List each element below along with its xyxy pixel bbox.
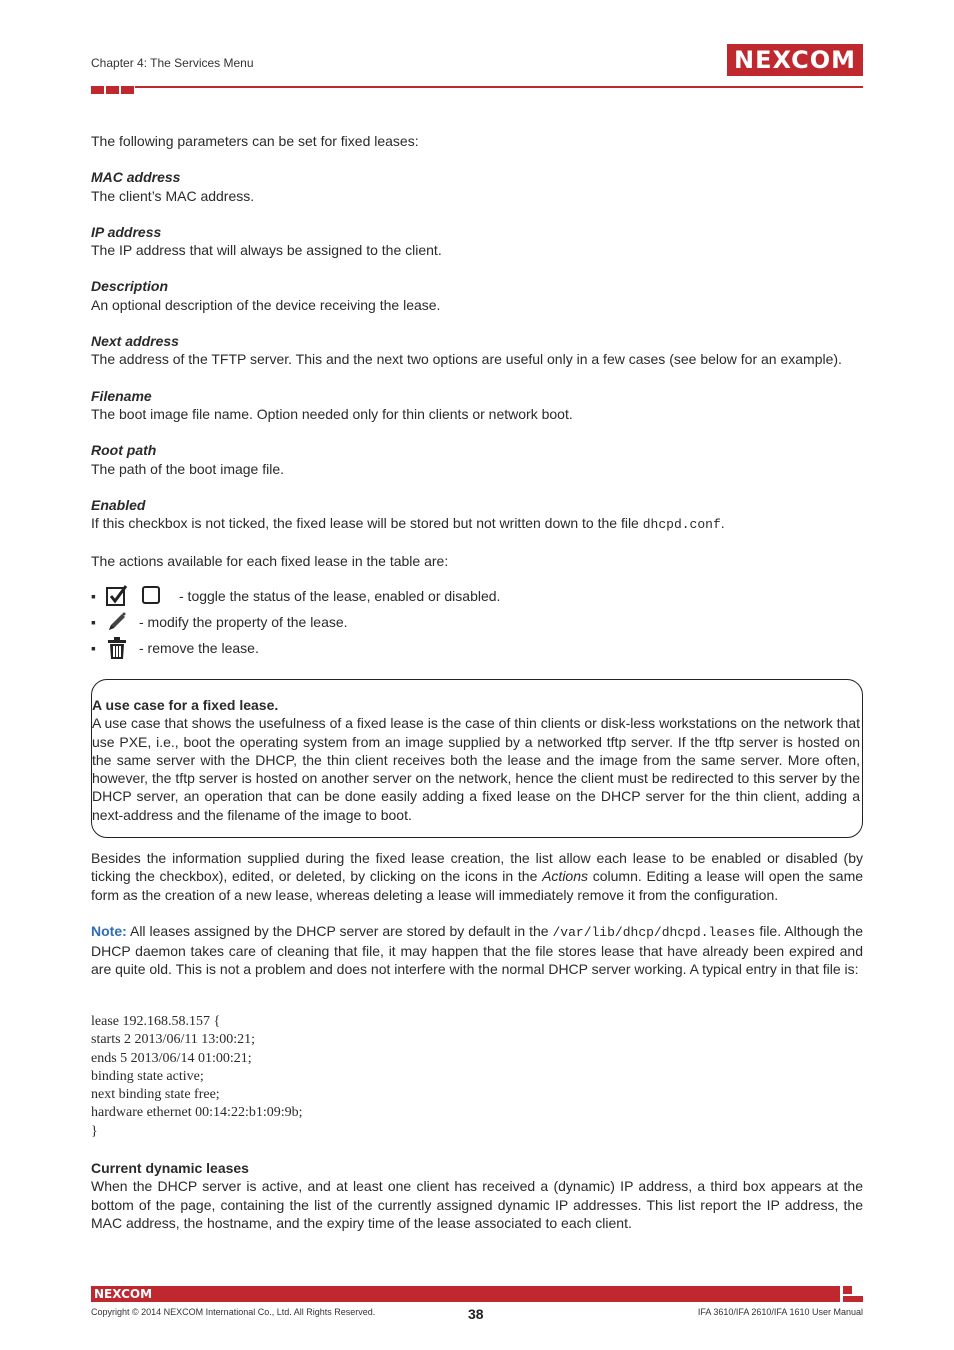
page-number: 38 bbox=[468, 1306, 484, 1322]
param-term: IP address bbox=[91, 223, 162, 240]
copyright-text: Copyright © 2014 NEXCOM International Co., Ltd. All Rights Reserved. bbox=[91, 1307, 376, 1317]
checkbox-checked-icon bbox=[105, 584, 129, 608]
dynamic-title: Current dynamic leases bbox=[91, 1160, 249, 1176]
footer-bar bbox=[91, 1286, 840, 1302]
code-line: ends 5 2013/06/14 01:00:21; bbox=[91, 1050, 252, 1066]
usecase-body: A use case that shows the usefulness of a fixed lease is the case of thin clients or disk-less workstations on the network that use PXE, i.e., boot the operating system from an image supplied by a networked tftp server. If the tftp server is hosted on the same server with the DHCP, the thin client receives both the lease and the image from the same server. More often, however, the tftp server is hosted on another server on the network, hence the client must be redirected to this server by the DHCP server, an operation that can be done easily adding a fixed lease on the DHCP server for the thin client, adding a next-address and the filename of the image to boot. bbox=[92, 715, 860, 823]
file-name-code: dhcpd.conf bbox=[642, 517, 721, 533]
footer-square bbox=[843, 1296, 863, 1302]
code-line: binding state active; bbox=[91, 1068, 204, 1084]
chapter-header: Chapter 4: The Services Menu bbox=[91, 56, 254, 70]
param-mac-address bbox=[91, 168, 863, 205]
param-term: MAC address bbox=[91, 169, 181, 186]
param-term: Description bbox=[91, 278, 169, 295]
bullet-marker: ▪ bbox=[91, 613, 96, 630]
param-enabled bbox=[91, 496, 863, 535]
param-ip-address bbox=[91, 223, 863, 260]
manual-title: IFA 3610/IFA 2610/IFA 1610 User Manual bbox=[697, 1307, 863, 1317]
actions-intro: The actions available for each fixed lease in the table are: bbox=[91, 553, 449, 570]
pencil-icon bbox=[105, 610, 129, 634]
header-square bbox=[91, 86, 104, 94]
checkbox-empty-icon bbox=[139, 584, 163, 608]
action-toggle-item bbox=[91, 583, 863, 609]
besides-text: Besides the information supplied during the fixed lease creation, the list allow each lease to be enabled or disabled (by ticking the checkbox), edited, or deleted, by clicking on the icons in the bbox=[91, 850, 863, 885]
param-root-path bbox=[91, 441, 863, 478]
enabled-desc-end: . bbox=[720, 515, 725, 532]
param-term: Filename bbox=[91, 387, 152, 404]
code-line: starts 2 2013/06/11 13:00:21; bbox=[91, 1032, 255, 1048]
param-desc bbox=[91, 514, 863, 534]
action-modify-item bbox=[91, 609, 863, 635]
param-desc: An optional description of the device receiving the lease. bbox=[91, 296, 441, 313]
header-square bbox=[106, 86, 119, 94]
nexcom-logo bbox=[727, 44, 863, 76]
bullet-marker: ▪ bbox=[91, 587, 96, 604]
param-desc: The client’s MAC address. bbox=[91, 187, 255, 204]
besides-text-end: column. Editing a lease will open the same form as the creation of a new lease, whereas deleting a lease will immediately remove it from the configuration. bbox=[91, 868, 864, 903]
note-text-end: file. Although the DHCP daemon takes care of cleaning that file, it may happen that the file stores lease that have already been expired and are quite old. This is not a problem and does not interfere with the normal DHCP server working. A typical entry in that file is: bbox=[91, 922, 863, 978]
bullet-marker: ▪ bbox=[91, 639, 96, 656]
param-term: Enabled bbox=[91, 496, 146, 513]
footer-square bbox=[843, 1286, 852, 1294]
param-description bbox=[91, 277, 863, 314]
dynamic-body: When the DHCP server is active, and at least one client has received a (dynamic) IP address, a third box appears at the bottom of the page, containing the list of the currently assigned dynamic IP addresses. This list report the IP address, the MAC address, the hostname, and the expiry time of the lease associated to each client. bbox=[91, 1178, 863, 1231]
trash-icon bbox=[105, 636, 129, 660]
leases-path-code: /var/lib/dhcp/dhcpd.leases bbox=[552, 924, 756, 940]
usecase-title: A use case for a fixed lease. bbox=[92, 697, 279, 713]
code-line: lease 192.168.58.157 { bbox=[91, 1014, 221, 1029]
logo-text: NEXCOM bbox=[733, 46, 857, 74]
lower-content bbox=[91, 849, 863, 997]
header-rule bbox=[91, 86, 863, 94]
header-square bbox=[121, 86, 134, 94]
main-content bbox=[91, 132, 863, 661]
actions-italic: Actions bbox=[542, 868, 589, 885]
lease-code-block bbox=[91, 1013, 303, 1141]
param-desc: The boot image file name. Option needed only for thin clients or network boot. bbox=[91, 405, 573, 422]
besides-paragraph bbox=[91, 849, 863, 904]
note-label: Note: bbox=[91, 922, 127, 939]
enabled-desc-text: If this checkbox is not ticked, the fixed lease will be stored but not written down to the file bbox=[91, 515, 639, 532]
param-desc: The IP address that will always be assigned to the client. bbox=[91, 242, 442, 259]
code-line: hardware ethernet 00:14:22:b1:09:9b; bbox=[91, 1105, 303, 1121]
footer-logo: NEXCOM bbox=[94, 1287, 153, 1301]
param-filename bbox=[91, 387, 863, 424]
intro-paragraph: The following parameters can be set for fixed leases: bbox=[91, 133, 419, 149]
param-term: Root path bbox=[91, 442, 157, 459]
header-line bbox=[135, 86, 863, 88]
code-line: } bbox=[91, 1123, 98, 1139]
param-next-address bbox=[91, 332, 863, 369]
action-text: - remove the lease. bbox=[139, 639, 259, 656]
param-desc: The address of the TFTP server. This and the next two options are useful only in a few cases (see below for an example). bbox=[91, 351, 842, 368]
param-desc: The path of the boot image file. bbox=[91, 460, 285, 477]
param-term: Next address bbox=[91, 333, 179, 350]
action-text: - modify the property of the lease. bbox=[139, 613, 348, 630]
note-paragraph bbox=[91, 922, 863, 979]
note-text: All leases assigned by the DHCP server are stored by default in the bbox=[129, 922, 549, 939]
usecase-content bbox=[92, 696, 860, 824]
action-remove-item bbox=[91, 635, 863, 661]
dynamic-section bbox=[91, 1159, 863, 1232]
code-line: next binding state free; bbox=[91, 1087, 220, 1103]
action-text: - toggle the status of the lease, enabled or disabled. bbox=[179, 587, 501, 604]
